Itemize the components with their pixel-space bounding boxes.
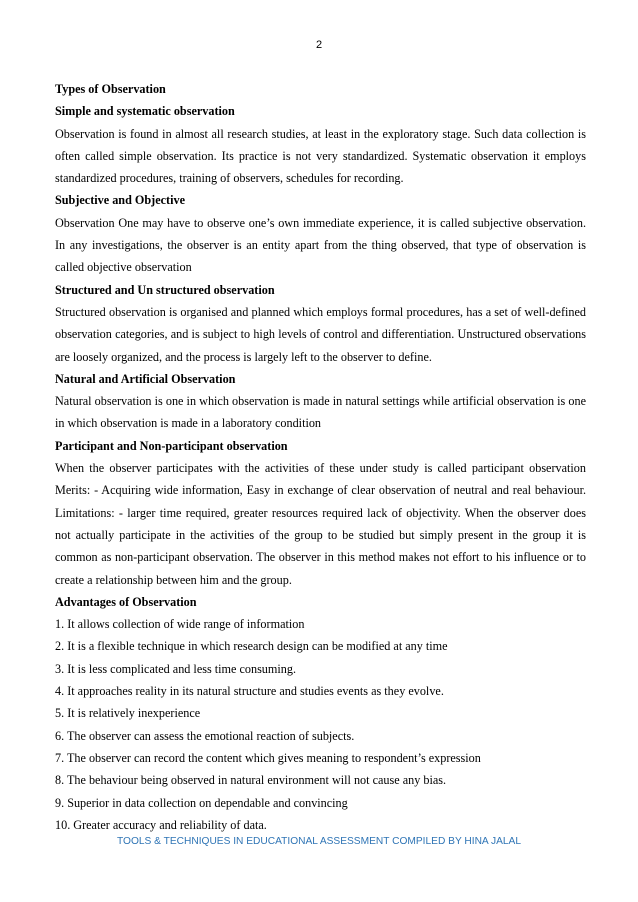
list-item: 8. The behaviour being observed in natural environment will not cause any bias. bbox=[55, 773, 447, 788]
section-title: Types of Observation bbox=[55, 82, 166, 96]
list-item: 1. It allows collection of wide range of information bbox=[55, 617, 305, 632]
list-item: 9. Superior in data collection on dependable and convincing bbox=[55, 795, 348, 810]
list-item: 4. It approaches reality in its natural structure and studies events as they evolve. bbox=[55, 684, 444, 699]
advantages-heading: Advantages of Observation bbox=[55, 594, 197, 609]
simple-observation-paragraph: Observation is found in almost all research studies, at least in the exploratory stage. Such data collection is often called simple observation. Its practice is not very standardized. Systematic observation it employs standardized procedures, training of observers, schedules for recording. bbox=[55, 126, 586, 186]
natural-artificial-paragraph: Natural observation is one in which observation is made in natural settings while artificial observation is one in which observation is made in a laboratory condition bbox=[55, 394, 586, 431]
list-item: 7. The observer can record the content which gives meaning to respondent’s expression bbox=[55, 750, 481, 765]
list-item: 10. Greater accuracy and reliability of data. bbox=[55, 817, 267, 832]
participant-observation-heading: Participant and Non-participant observation bbox=[55, 438, 288, 453]
subjective-objective-heading: Subjective and Objective bbox=[55, 193, 185, 208]
list-item: 6. The observer can assess the emotional reaction of subjects. bbox=[55, 728, 355, 743]
page-number: 2 bbox=[315, 39, 323, 51]
simple-observation-heading: Simple and systematic observation bbox=[55, 104, 235, 119]
list-item: 3. It is less complicated and less time consuming. bbox=[55, 661, 297, 676]
list-item: 5. It is relatively inexperience bbox=[55, 706, 201, 721]
advantages-list bbox=[55, 613, 586, 836]
page-footer: TOOLS & TECHNIQUES IN EDUCATIONAL ASSESSMENT COMPILED BY HINA JALAL bbox=[116, 836, 522, 847]
structured-observation-heading: Structured and Un structured observation bbox=[55, 282, 275, 297]
subjective-objective-paragraph: Observation One may have to observe one’s own immediate experience, it is called subjective observation. In any investigations, the observer is an entity apart from the thing observed, that type of observation is called objective observation bbox=[55, 215, 586, 275]
document-body bbox=[55, 78, 586, 836]
natural-artificial-heading: Natural and Artificial Observation bbox=[55, 371, 236, 386]
list-item: 2. It is a flexible technique in which research design can be modified at any time bbox=[55, 639, 448, 654]
participant-observation-paragraph: When the observer participates with the activities of these under study is called participant observation Merits: - Acquiring wide information, Easy in exchange of clear observation of neutral and real behaviour. Limitations: - larger time required, greater resources required lack of objectivity. When the observer does not actually participate in the activities of the group to be studied but simply present in the group it is common as non-participant observation. The observer in this method makes not effort to his influence or to create a relationship between him and the group. bbox=[55, 461, 586, 587]
structured-observation-paragraph: Structured observation is organised and planned which employs formal procedures, has a set of well-defined observation categories, and is subject to high levels of control and differentiation. Unstructured observations are loosely organized, and the process is largely left to the observer to define. bbox=[55, 304, 586, 364]
